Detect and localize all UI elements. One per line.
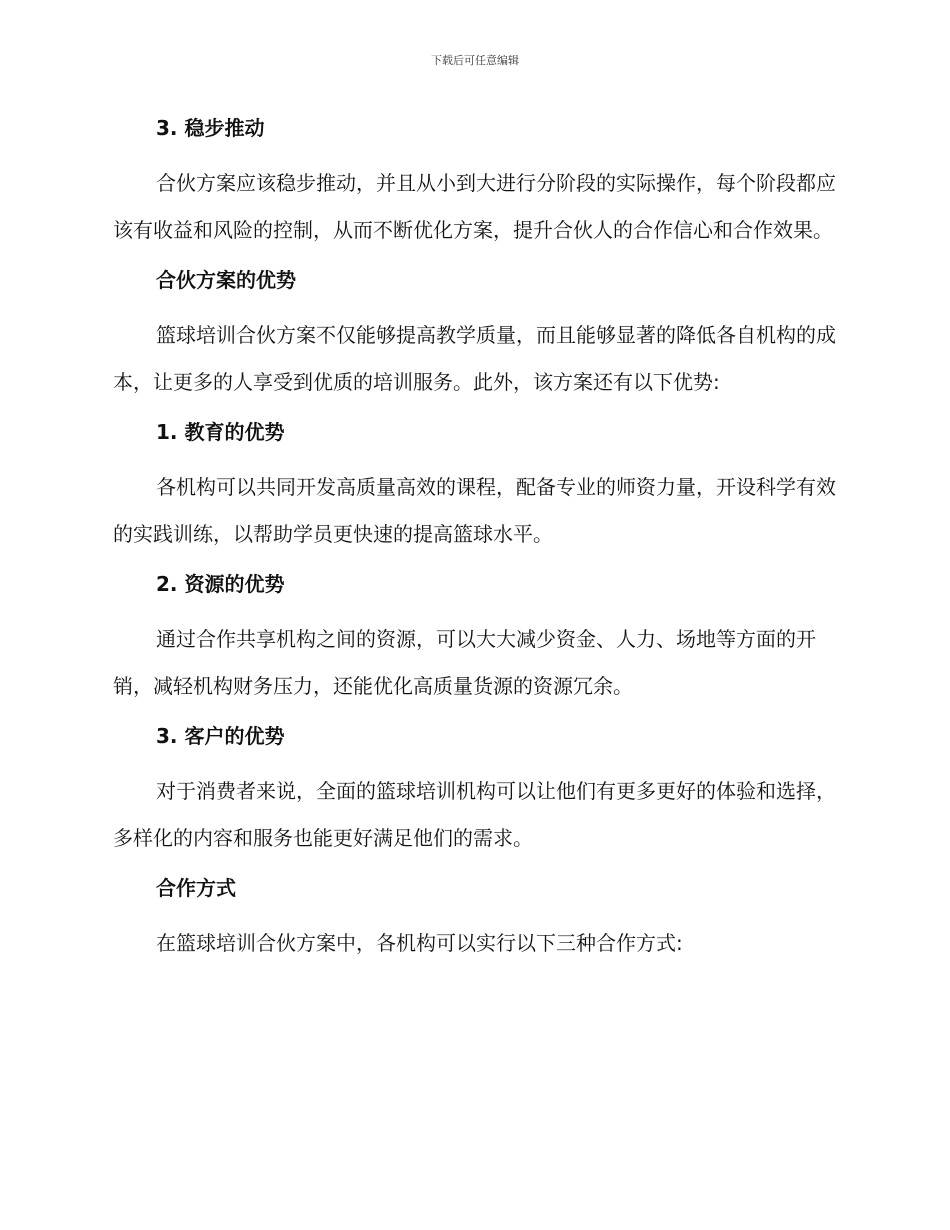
- section-heading-steady-promotion: 3. 稳步推动: [156, 116, 265, 140]
- paragraph-steady-promotion: 合伙方案应该稳步推动，并且从小到大进行分阶段的实际操作，每个阶段都应该有收益和风险的控制，从而不断优化方案，提升合伙人的合作信心和合作效果。: [113, 171, 836, 242]
- section-heading-resource-advantage: 2. 资源的优势: [156, 572, 285, 596]
- paragraph-resource-advantage: 通过合作共享机构之间的资源，可以大大减少资金、人力、场地等方面的开销，减轻机构财务压力，还能优化高质量货源的资源冗余。: [113, 627, 816, 698]
- paragraph-education-advantage: 各机构可以共同开发高质量高效的课程，配备专业的师资力量，开设科学有效的实践训练，以帮助学员更快速的提高篮球水平。: [113, 475, 836, 546]
- section-heading-advantages: 合伙方案的优势: [156, 268, 296, 292]
- paragraph-advantages: 篮球培训合伙方案不仅能够提高教学质量，而且能够显著的降低各自机构的成本，让更多的人享受到优质的培训服务。此外，该方案还有以下优势:: [113, 323, 836, 394]
- paragraph-customer-advantage: 对于消费者来说，全面的篮球培训机构可以让他们有更多更好的体验和选择，多样化的内容和服务也能更好满足他们的需求。: [113, 779, 836, 850]
- section-heading-cooperation-mode: 合作方式: [156, 876, 236, 900]
- document-body: [113, 108, 837, 973]
- section-heading-customer-advantage: 3. 客户的优势: [156, 724, 285, 748]
- paragraph-cooperation-mode: 在篮球培训合伙方案中，各机构可以实行以下三种合作方式:: [156, 931, 683, 955]
- page-header: 下载后可任意编辑: [431, 54, 519, 67]
- section-heading-education-advantage: 1. 教育的优势: [156, 420, 285, 444]
